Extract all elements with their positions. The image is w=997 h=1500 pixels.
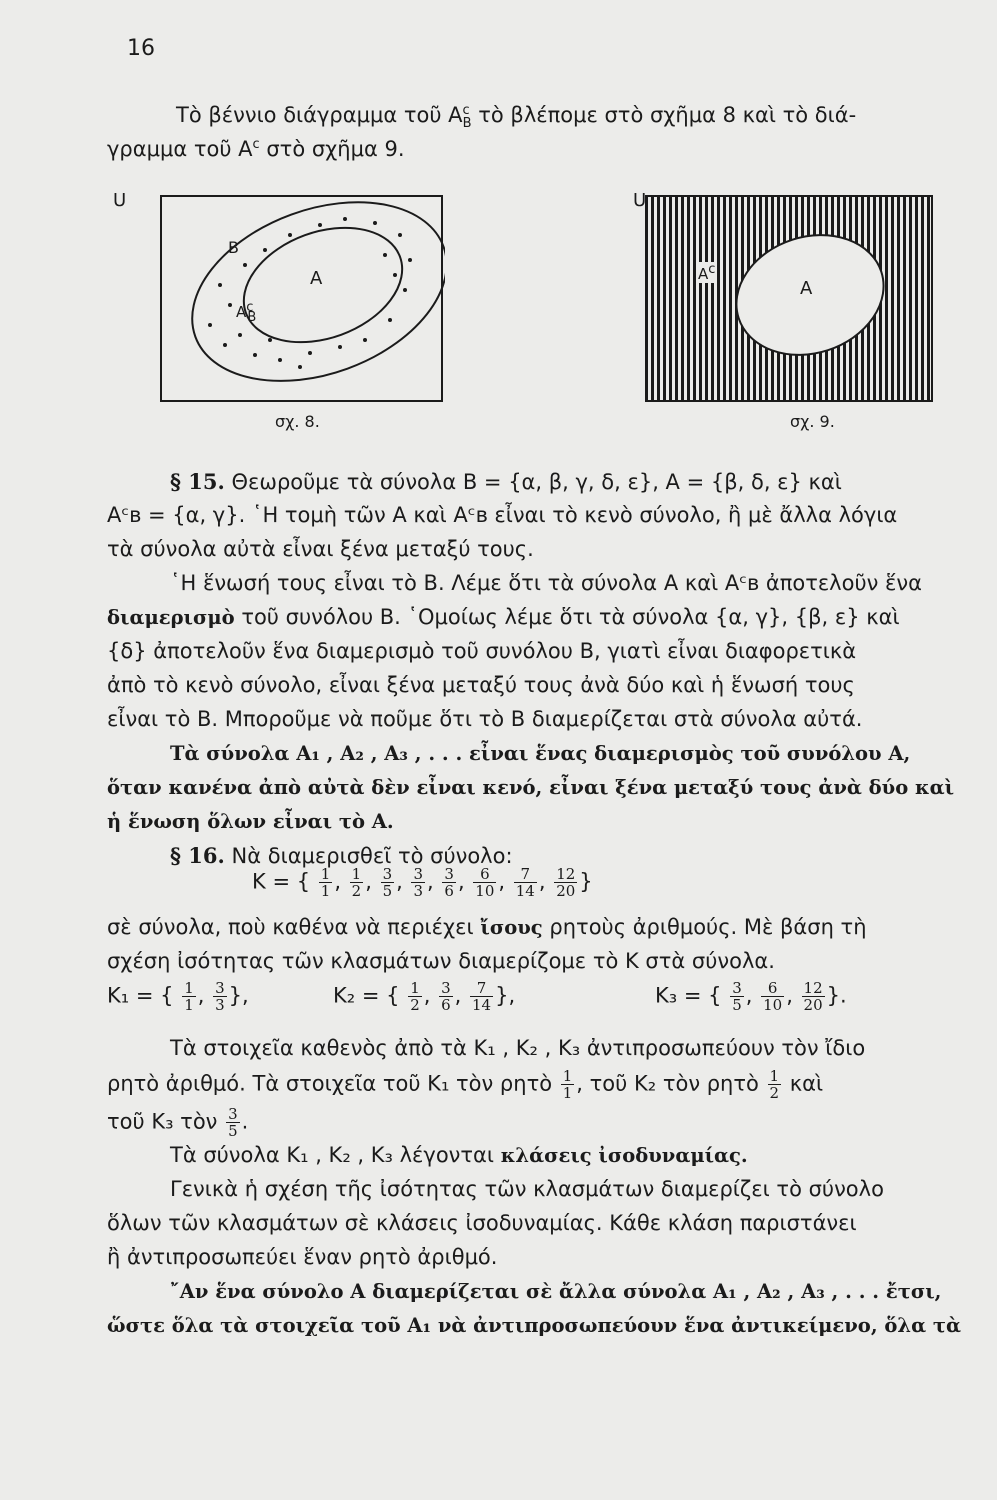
s16-bold-2: ὥστε ὅλα τὰ στοιχεῖα τοῦ A₁ νὰ ἀντιπροσωπεύουν ἕνα ἀντικείμενο, ὅλα τὰ xyxy=(107,1314,961,1337)
fraction: $\frac{7}{14}$ xyxy=(472,979,492,1014)
fraction: $\frac{1}{2}$ xyxy=(351,865,362,900)
fraction: $\frac{3}{5}$ xyxy=(382,865,393,900)
s15-line-7: ἀπὸ τὸ κενὸ σύνολο, εἶναι ξένα μεταξύ τους ἀνὰ δύο καὶ ἡ ἕνωσή τους xyxy=(107,673,855,697)
fraction: $\frac{6}{10}$ xyxy=(763,979,783,1014)
s15-bold-3: ἡ ἕνωση ὅλων εἶναι τὸ A. xyxy=(107,810,394,833)
s16-line-9: ὅλων τῶν κλασμάτων σὲ κλάσεις ἰσοδυναμίας. Κάθε κλάση παριστάνει xyxy=(107,1211,857,1235)
fig8-set-b-label: B xyxy=(228,238,239,257)
set-k2: K₂ = { $\frac{1}{2}$ , $\frac{3}{6}$ , $\frac{7}{14}$ }, xyxy=(333,979,516,1014)
fig9-universe-label: U xyxy=(633,190,647,211)
fraction: $\frac{1}{1}$ xyxy=(320,865,331,900)
fig8-complement-label: $A^c_B$ xyxy=(236,300,257,325)
s16-line-2: σὲ σύνολα, ποὺ καθένα νὰ περιέχει ἴσους ρητοὺς ἀριθμούς. Μὲ βάση τὴ xyxy=(107,915,867,939)
s15-line-2: Aᶜʙ = {α, γ}. ῾Η τομὴ τῶν A καὶ Aᶜʙ εἶναι τὸ κενὸ σύνολο, ἢ μὲ ἄλλα λόγια xyxy=(107,503,898,527)
fraction: $\frac{7}{14}$ xyxy=(515,865,535,900)
s15-line-3: τὰ σύνολα αὐτὰ εἶναι ξένα μεταξύ τους. xyxy=(107,537,534,561)
fig8-caption: σχ. 8. xyxy=(275,412,320,431)
fraction: $\frac{1}{1}$ xyxy=(184,979,194,1014)
s15-line-5: διαμερισμὸ τοῦ συνόλου B. ῾Ομοίως λέμε ὅτι τὰ σύνολα {α, γ}, {β, ε} καὶ xyxy=(107,605,900,629)
s15-line-8: εἶναι τὸ B. Μποροῦμε νὰ ποῦμε ὅτι τὸ B διαμερίζεται στὰ σύνολα αὐτά. xyxy=(107,707,863,731)
set-k-definition: K = { $\frac{1}{1}$ , $\frac{1}{2}$ , $\frac{3}{5}$ , $\frac{3}{3}$ , $\frac{3}{6}$ , $\frac{6}{10}$ , $\frac{7}{14}$ , $\frac{12}{20}$ } xyxy=(252,865,593,900)
fig8-universe-label: U xyxy=(113,190,127,211)
s16-line-7: Τὰ σύνολα K₁ , K₂ , K₃ λέγονται κλάσεις ἰσοδυναμίας. xyxy=(170,1143,748,1167)
venn-diagram-fig9 xyxy=(645,195,935,405)
fraction: $\frac{3}{6}$ xyxy=(441,979,451,1014)
fraction: $\frac{12}{20}$ xyxy=(556,865,576,900)
fraction: $\frac{12}{20}$ xyxy=(803,979,823,1014)
intro-line-1: Τὸ βέννιο διάγραμμα τοῦ $A^c_B$ τὸ βλέπομε στὸ σχῆμα 8 καὶ τὸ διά- xyxy=(176,103,857,132)
fraction: $\frac{3}{3}$ xyxy=(413,865,424,900)
fig9-complement-label: $A^c$ xyxy=(698,262,716,283)
venn-diagram-fig8 xyxy=(160,195,445,405)
fraction: $\frac{3}{5}$ xyxy=(732,979,742,1014)
set-k1: K₁ = { $\frac{1}{1}$ , $\frac{3}{3}$ }, xyxy=(107,979,249,1014)
s16-line-1: § 16. Νὰ διαμερισθεῖ τὸ σύνολο: xyxy=(170,843,513,868)
fraction: $\frac{1}{2}$ xyxy=(769,1067,780,1102)
fig9-set-a-label: A xyxy=(800,278,813,299)
fraction: $\frac{3}{6}$ xyxy=(444,865,454,900)
s16-bold-1: ῎Αν ἕνα σύνολο A διαμερίζεται σὲ ἄλλα σύνολα A₁ , A₂ , A₃ , . . . ἔτσι, xyxy=(170,1280,942,1303)
s15-line-1: § 15. Θεωροῦμε τὰ σύνολα B = {α, β, γ, δ, ε}, A = {β, δ, ε} καὶ xyxy=(170,469,842,494)
fraction: $\frac{1}{2}$ xyxy=(410,979,420,1014)
fraction: $\frac{6}{10}$ xyxy=(475,865,495,900)
s15-bold-2: ὅταν κανένα ἀπὸ αὐτὰ δὲν εἶναι κενό, εἶναι ξένα μεταξύ τους ἀνὰ δύο καὶ xyxy=(107,776,955,799)
s16-line-4: Τὰ στοιχεῖα καθενὸς ἀπὸ τὰ K₁ , K₂ , K₃ ἀντιπροσωπεύουν τὸν ἴδιο xyxy=(170,1036,866,1060)
s16-line-3: σχέση ἰσότητας τῶν κλασμάτων διαμερίζομε τὸ K στὰ σύνολα. xyxy=(107,949,775,973)
fig9-caption: σχ. 9. xyxy=(790,412,835,431)
s16-line-8: Γενικὰ ἡ σχέση τῆς ἰσότητας τῶν κλασμάτων διαμερίζει τὸ σύνολο xyxy=(170,1177,884,1201)
fraction: $\frac{3}{3}$ xyxy=(215,979,225,1014)
s15-line-6: {δ} ἀποτελοῦν ἕνα διαμερισμὸ τοῦ συνόλου B, γιατὶ εἶναι διαφορετικὰ xyxy=(107,639,857,663)
fraction: $\frac{3}{5}$ xyxy=(228,1105,238,1140)
set-k3: K₃ = { $\frac{3}{5}$ , $\frac{6}{10}$ , $\frac{12}{20}$ }. xyxy=(655,979,847,1014)
s15-line-4: ῾Η ἕνωσή τους εἶναι τὸ B. Λέμε ὅτι τὰ σύνολα A καὶ Aᶜʙ ἀποτελοῦν ἕνα xyxy=(170,571,922,595)
s16-line-6: τοῦ K₃ τὸν $\frac{3}{5}$ . xyxy=(107,1105,249,1140)
s16-line-5: ρητὸ ἀριθμό. Τὰ στοιχεῖα τοῦ K₁ τὸν ρητὸ $\frac{1}{1}$ , τοῦ K₂ τὸν ρητὸ $\frac{1}{2}$ καὶ xyxy=(107,1067,824,1102)
s16-line-10: ἢ ἀντιπροσωπεύει ἕναν ρητὸ ἀριθμό. xyxy=(107,1245,498,1269)
fig8-set-a-label: A xyxy=(310,268,323,289)
page-number: 16 xyxy=(127,36,155,61)
fraction: $\frac{1}{1}$ xyxy=(562,1067,573,1102)
s15-bold-1: Τὰ σύνολα A₁ , A₂ , A₃ , . . . εἶναι ἕνας διαμερισμὸς τοῦ συνόλου A, xyxy=(170,742,911,765)
intro-line-2: γραμμα τοῦ $A^c$ στὸ σχῆμα 9. xyxy=(107,137,405,161)
